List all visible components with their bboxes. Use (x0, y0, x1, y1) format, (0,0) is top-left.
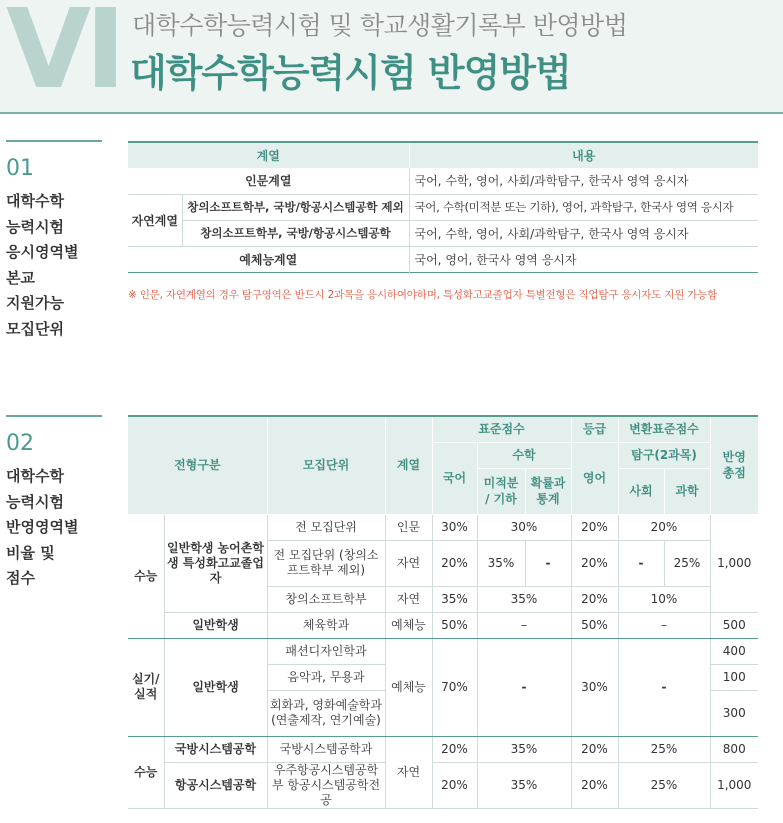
header-calculus: 미적분 / 기하 (477, 468, 525, 514)
korean-cell: 20% (432, 736, 477, 762)
english-cell: 20% (571, 736, 618, 762)
explore-cell: 25% (618, 762, 710, 808)
eligibility-table (128, 141, 758, 273)
total-cell: 1,000 (710, 762, 758, 808)
header-content: 내용 (409, 142, 758, 168)
type-cell: 일반학생 (164, 612, 267, 638)
type-cell: 일반학생 (164, 638, 267, 736)
table-row (128, 168, 758, 194)
row-content: 국어, 수학, 영어, 사회/과학탐구, 한국사 영역 응시자 (409, 168, 758, 194)
korean-cell: 20% (432, 540, 477, 586)
header-probability: 확률과 통계 (525, 468, 571, 514)
type-general-group: 일반학생 농어촌학생 특성화고교졸업자 (164, 514, 267, 612)
total-cell: 800 (710, 736, 758, 762)
header-type: 전형구분 (128, 416, 267, 514)
calculus-cell: 35% (477, 540, 525, 586)
section-title-line: 반영영역별 (6, 518, 79, 536)
header-field: 계열 (128, 142, 409, 168)
korean-cell: 20% (432, 762, 477, 808)
chapter-subtitle: 대학수학능력시험 및 학교생활기록부 반영방법 (132, 11, 628, 40)
unit-cell: 국방시스템공학과 (267, 736, 385, 762)
header-science: 과학 (664, 468, 710, 514)
header-unit: 모집단위 (267, 416, 385, 514)
korean-cell: 35% (432, 586, 477, 612)
math-cell: 35% (477, 762, 571, 808)
row-content: 국어, 수학(미적분 또는 기하), 영어, 과학탐구, 한국사 영역 응시자 (409, 194, 758, 220)
header-explore: 탐구(2과목) (618, 442, 710, 468)
section-title-line: 비율 및 (6, 543, 55, 562)
field-cell: 예체능 (385, 612, 432, 638)
explore-cell: 10% (618, 586, 710, 612)
math-cell: 35% (477, 586, 571, 612)
section-1-heading (6, 140, 102, 342)
korean-cell: 50% (432, 612, 477, 638)
probability-cell: - (525, 540, 571, 586)
explore-cell: 20% (618, 514, 710, 540)
english-cell: 50% (571, 612, 618, 638)
section-title-line: 대학수학 (6, 467, 64, 485)
table-row (128, 194, 758, 220)
header-standard-score: 표준점수 (432, 416, 571, 442)
row-group: 자연계열 (128, 194, 182, 246)
english-cell: 30% (571, 638, 618, 736)
math-cell: 35% (477, 736, 571, 762)
korean-cell: 70% (432, 638, 477, 736)
type-suneung: 수능 (128, 514, 164, 638)
explore-cell: 25% (618, 736, 710, 762)
total-cell: 100 (710, 664, 758, 690)
eligibility-note: ※ 인문, 자연계열의 경우 탐구영역은 반드시 2과목을 응시하여야하며, 특성화고교졸업자 특별전형은 직업탐구 응시자도 지원 가능함 (128, 289, 718, 301)
total-cell: 500 (710, 612, 758, 638)
page-header (0, 0, 783, 114)
total-cell: 300 (710, 690, 758, 736)
section-title-line: 본교 (6, 268, 35, 287)
unit-cell: 창의소프트학부 (267, 586, 385, 612)
math-cell: - (477, 638, 571, 736)
math-cell: – (477, 612, 571, 638)
field-cell: 예체능 (385, 638, 432, 736)
total-cell: 1,000 (710, 514, 758, 612)
type-suneung: 수능 (128, 736, 164, 808)
type-cell: 국방시스템공학 (164, 736, 267, 762)
english-cell: 20% (571, 762, 618, 808)
section-number: 02 (6, 431, 34, 456)
field-cell: 자연 (385, 736, 432, 808)
english-cell: 20% (571, 586, 618, 612)
row-content: 국어, 수학, 영어, 사회/과학탐구, 한국사 영역 응시자 (409, 220, 758, 246)
header-english: 영어 (571, 442, 618, 514)
header-korean: 국어 (432, 442, 477, 514)
unit-cell: 체육학과 (267, 612, 385, 638)
english-cell: 20% (571, 540, 618, 586)
unit-cell: 음악과, 무용과 (267, 664, 385, 690)
section-title-line: 모집단위 (6, 319, 64, 338)
table-row (128, 246, 758, 272)
header-math: 수학 (477, 442, 571, 468)
header-social: 사회 (618, 468, 664, 514)
header-converted-score: 변환표준점수 (618, 416, 710, 442)
section-title-line: 대학수학 (6, 192, 64, 210)
row-content: 국어, 영어, 한국사 영역 응시자 (414, 252, 577, 267)
header-field: 계열 (385, 416, 432, 514)
science-cell: 25% (664, 540, 710, 586)
section-2-heading (6, 415, 102, 592)
explore-cell: - (618, 638, 710, 736)
row-label: 인문계열 (128, 168, 409, 194)
section-title-line: 능력시험 (6, 217, 64, 236)
total-cell: 400 (710, 638, 758, 664)
chapter-number: VI (6, 0, 121, 113)
row-label: 예체능계열 (128, 246, 409, 272)
chapter-title: 대학수학능력시험 반영방법 (130, 51, 571, 95)
score-ratio-table (128, 415, 758, 809)
section-number: 01 (6, 156, 34, 181)
unit-cell: 전 모집단위 (267, 514, 385, 540)
unit-cell: 패션디자인학과 (267, 638, 385, 664)
math-cell: 30% (477, 514, 571, 540)
table-row (128, 220, 758, 246)
korean-cell: 30% (432, 514, 477, 540)
section-title-line: 지원가능 (6, 294, 64, 312)
header-total: 반영 총점 (710, 416, 758, 514)
header-grade: 등급 (571, 416, 618, 442)
unit-cell: 회화과, 영화예술학과 (연출제작, 연기예술) (267, 690, 385, 736)
section-title-line: 능력시험 (6, 492, 64, 511)
social-cell: - (618, 540, 664, 586)
unit-cell: 전 모집단위 (창의소프트학부 제외) (267, 540, 385, 586)
row-label: 창의소프트학부, 국방/항공시스템공학 제외 (182, 194, 409, 220)
type-cell: 항공시스템공학 (164, 762, 267, 808)
type-practical: 실기/ 실적 (128, 638, 164, 736)
explore-cell: – (618, 612, 710, 638)
unit-cell: 우주항공시스템공학부 항공시스템공학전공 (267, 762, 385, 808)
section-title-line: 점수 (6, 569, 35, 587)
field-cell: 자연 (385, 540, 432, 586)
field-cell: 인문 (385, 514, 432, 540)
field-cell: 자연 (385, 586, 432, 612)
english-cell: 20% (571, 514, 618, 540)
section-title-line: 응시영역별 (6, 243, 79, 261)
row-label: 창의소프트학부, 국방/항공시스템공학 (182, 220, 409, 246)
